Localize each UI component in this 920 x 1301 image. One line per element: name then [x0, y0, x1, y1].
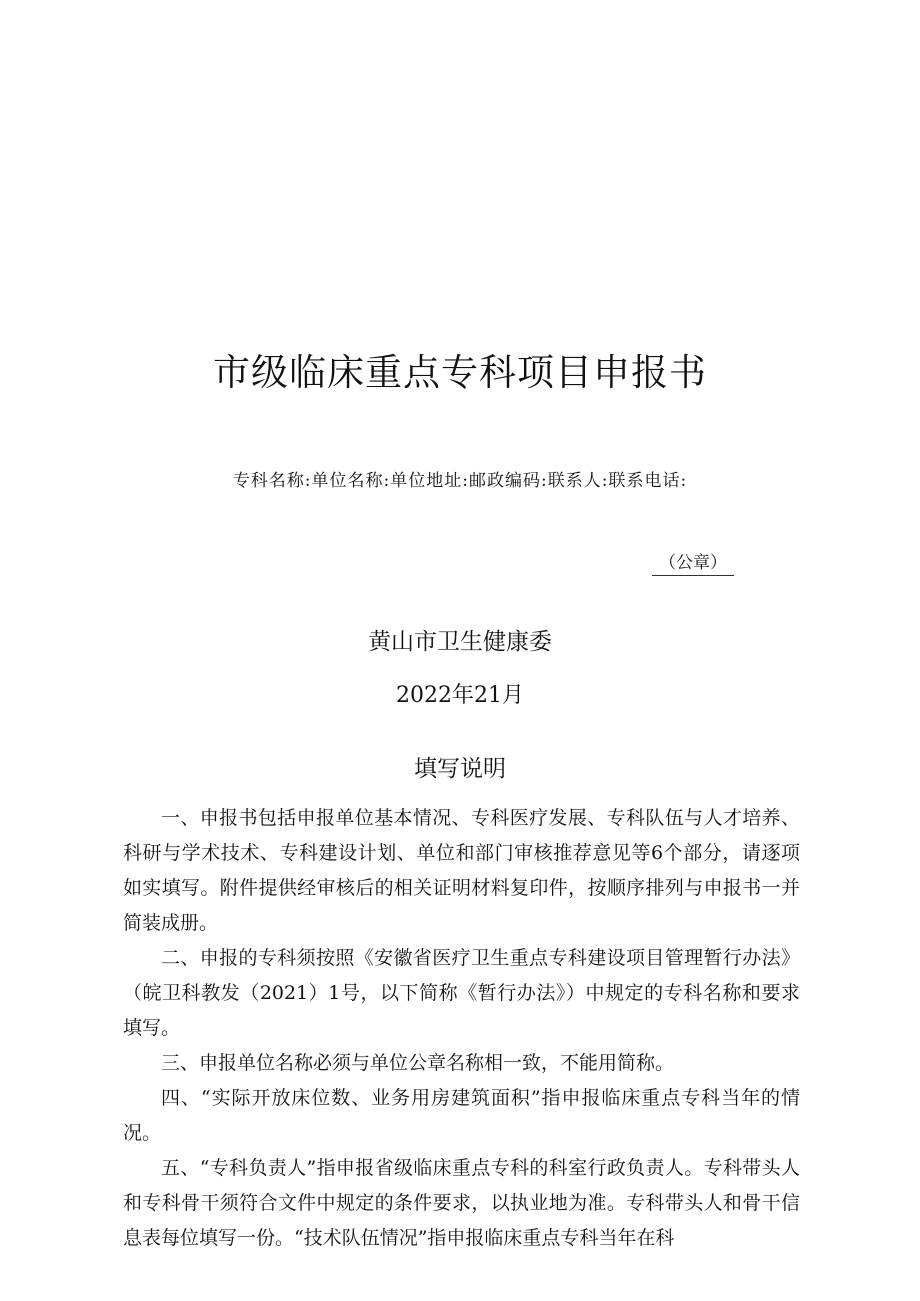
- instructions-body: [123, 801, 800, 1256]
- instruction-paragraph: 一、申报书包括申报单位基本情况、专科医疗发展、专科队伍与人才培养、科研与学术技术、专科建设计划、单位和部门审核推荐意见等6个部分，请逐项如实填写。附件提供经审核后的相关证明材料复印件，按顺序排列与申报书一并简装成册。: [123, 807, 800, 934]
- seal-label: （公章）: [652, 548, 734, 576]
- instruction-paragraph: 三、申报单位名称必须与单位公章名称相一致，不能用简称。: [161, 1052, 675, 1074]
- instructions-heading: 填写说明: [414, 756, 506, 782]
- cover-fields-line: 专科名称:单位名称:单位地址:邮政编码:联系人:联系电话:: [232, 471, 688, 491]
- instruction-paragraph: 五、“专科负责人”指申报省级临床重点专科的科室行政负责人。专科带头人和专科骨干须符合文件中规定的条件要求，以执业地为准。专科带头人和骨干信息表每位填写一份。“技术队伍情况”指申报临床重点专科当年在科: [123, 1157, 800, 1249]
- instruction-paragraph: 二、申报的专科须按照《安徽省医疗卫生重点专科建设项目管理暂行办法》（皖卫科教发（2021）1号，以下简称《暂行办法》）中规定的专科名称和要求填写。: [123, 947, 800, 1039]
- issuer-name: 黄山市卫生健康委: [368, 629, 552, 655]
- instruction-paragraph: 四、“实际开放床位数、业务用房建筑面积”指申报临床重点专科当年的情况。: [123, 1087, 800, 1144]
- issue-date: 2022年21月: [396, 683, 524, 708]
- document-title: 市级临床重点专科项目申报书: [213, 351, 707, 394]
